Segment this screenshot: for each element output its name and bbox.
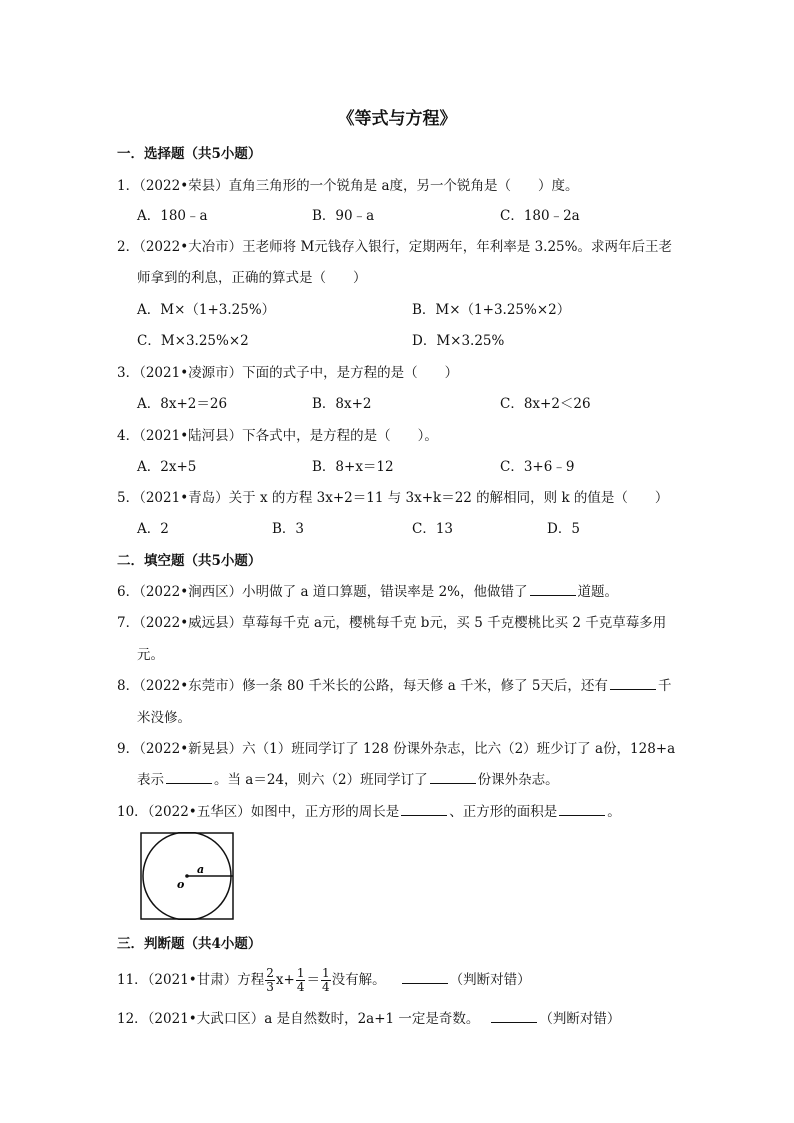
question-9-line2 bbox=[137, 771, 559, 789]
q4-option-b: B．8+x＝12 bbox=[312, 459, 394, 475]
q5-option-d: D．5 bbox=[547, 521, 580, 537]
question-5-stem: 5．（2021•青岛）关于 x 的方程 3x+2＝11 与 3x+k＝22 的解相同，则 k 的值是（ ） bbox=[117, 490, 669, 506]
q2-option-a: A．M×（1+3.25%） bbox=[137, 302, 276, 318]
q11-answer-blank[interactable] bbox=[402, 971, 448, 984]
q4-option-c: C．3+6﹣9 bbox=[500, 459, 575, 475]
q10-text-mid: 、正方形的面积是 bbox=[449, 804, 558, 820]
q12-tail: （判断对错） bbox=[539, 1011, 621, 1027]
q11-frac2-numerator: 1 bbox=[296, 966, 305, 980]
q11-fraction-1 bbox=[265, 967, 275, 994]
question-7-line1: 7．（2022•威远县）草莓每千克 a元，樱桃每千克 b元，买 5 千克樱桃比买 2 千克草莓多用 bbox=[117, 615, 667, 631]
q1-option-b: B．90﹣a bbox=[312, 208, 375, 224]
q2-option-c: C．M×3.25%×2 bbox=[137, 333, 249, 349]
center-label: o bbox=[177, 878, 185, 891]
q11-x-term: x+ bbox=[275, 972, 295, 988]
q9-text-c: 份课外杂志。 bbox=[477, 772, 559, 788]
q11-tail: （判断对错） bbox=[449, 972, 531, 988]
q11-fraction-2 bbox=[296, 967, 306, 994]
q11-frac2-denominator: 4 bbox=[296, 980, 305, 994]
question-3-stem: 3．（2021•凌源市）下面的式子中，是方程的是（ ） bbox=[117, 365, 459, 381]
q4-option-a: A．2x+5 bbox=[137, 459, 197, 475]
q5-option-a: A．2 bbox=[137, 521, 169, 537]
question-1-stem: 1．（2022•荣县）直角三角形的一个锐角是 a度，另一个锐角是（ ）度。 bbox=[117, 178, 579, 194]
question-8-line2: 米没修。 bbox=[137, 710, 191, 726]
center-point bbox=[185, 874, 189, 878]
q8-answer-blank[interactable] bbox=[610, 677, 656, 690]
q11-fraction-3 bbox=[321, 967, 331, 994]
section-judge-heading: 三．判断题（共4小题） bbox=[117, 936, 262, 952]
section-choice-heading: 一．选择题（共5小题） bbox=[117, 146, 262, 162]
question-2-stem-line1: 2．（2022•大冶市）王老师将 M元钱存入银行，定期两年，年利率是 3.25%。求两年后王老 bbox=[117, 239, 672, 255]
q11-frac3-numerator: 1 bbox=[321, 966, 330, 980]
q9-answer-blank-1[interactable] bbox=[166, 771, 212, 784]
question-9-line1: 9．（2022•新晃县）六（1）班同学订了 128 份课外杂志，比六（2）班少订了 a份，128+a bbox=[117, 741, 676, 757]
q2-option-b: B．M×（1+3.25%×2） bbox=[412, 302, 571, 318]
q1-option-a: A．180﹣a bbox=[137, 208, 208, 224]
q11-frac1-denominator: 3 bbox=[266, 980, 274, 994]
question-8 bbox=[117, 677, 671, 695]
question-2-stem-line2: 师拿到的利息，正确的算式是（ ） bbox=[137, 270, 367, 286]
q10-answer-blank-2[interactable] bbox=[559, 803, 605, 816]
q12-answer-blank[interactable] bbox=[491, 1010, 537, 1023]
square-circle-figure bbox=[140, 832, 234, 920]
q3-option-b: B．8x+2 bbox=[312, 396, 372, 412]
q10-text-after: 。 bbox=[607, 804, 621, 820]
q11-frac3-denominator: 4 bbox=[321, 980, 330, 994]
q9-text-a: 表示 bbox=[137, 772, 164, 788]
q8-text-before: 8．（2022•东莞市）修一条 80 千米长的公路，每天修 a 千米，修了 5天后，还有 bbox=[117, 678, 608, 694]
question-11 bbox=[117, 966, 531, 994]
question-10 bbox=[117, 803, 621, 821]
q11-equals: ＝ bbox=[306, 972, 320, 988]
q11-text-after: 没有解。 bbox=[331, 972, 386, 988]
q12-text-before: 12．（2021•大武口区）a 是自然数时，2a+1 一定是奇数。 bbox=[117, 1011, 480, 1027]
q9-text-b: 。当 a＝24，则六（2）班同学订了 bbox=[214, 772, 428, 788]
question-12 bbox=[117, 1010, 620, 1028]
q6-answer-blank[interactable] bbox=[530, 583, 576, 596]
q6-text-after: 道题。 bbox=[577, 584, 618, 600]
q10-text-before: 10．（2022•五华区）如图中，正方形的周长是 bbox=[117, 804, 400, 820]
q11-frac1-numerator: 2 bbox=[266, 966, 274, 980]
q5-option-b: B．3 bbox=[272, 521, 305, 537]
q8-text-after: 千 bbox=[657, 678, 672, 694]
page-title: 《等式与方程》 bbox=[337, 109, 457, 129]
q9-answer-blank-2[interactable] bbox=[430, 771, 476, 784]
question-6 bbox=[117, 583, 618, 601]
q3-option-c: C．8x+2＜26 bbox=[500, 396, 591, 412]
q2-option-d: D．M×3.25% bbox=[412, 333, 505, 349]
q10-answer-blank-1[interactable] bbox=[401, 803, 447, 816]
question-4-stem: 4．（2021•陆河县）下各式中，是方程的是（ ）。 bbox=[117, 428, 438, 444]
q6-text-before: 6．（2022•涧西区）小明做了 a 道口算题，错误率是 2%，他做错了 bbox=[117, 584, 528, 600]
radius-label: a bbox=[197, 863, 205, 876]
question-7-line2: 元。 bbox=[137, 647, 164, 663]
q5-option-c: C．13 bbox=[412, 521, 454, 537]
section-fill-heading: 二．填空题（共5小题） bbox=[117, 553, 262, 569]
q1-option-c: C．180﹣2a bbox=[500, 208, 580, 224]
q11-text-before: 11．（2021•甘肃）方程 bbox=[117, 972, 265, 988]
q3-option-a: A．8x+2＝26 bbox=[137, 396, 228, 412]
